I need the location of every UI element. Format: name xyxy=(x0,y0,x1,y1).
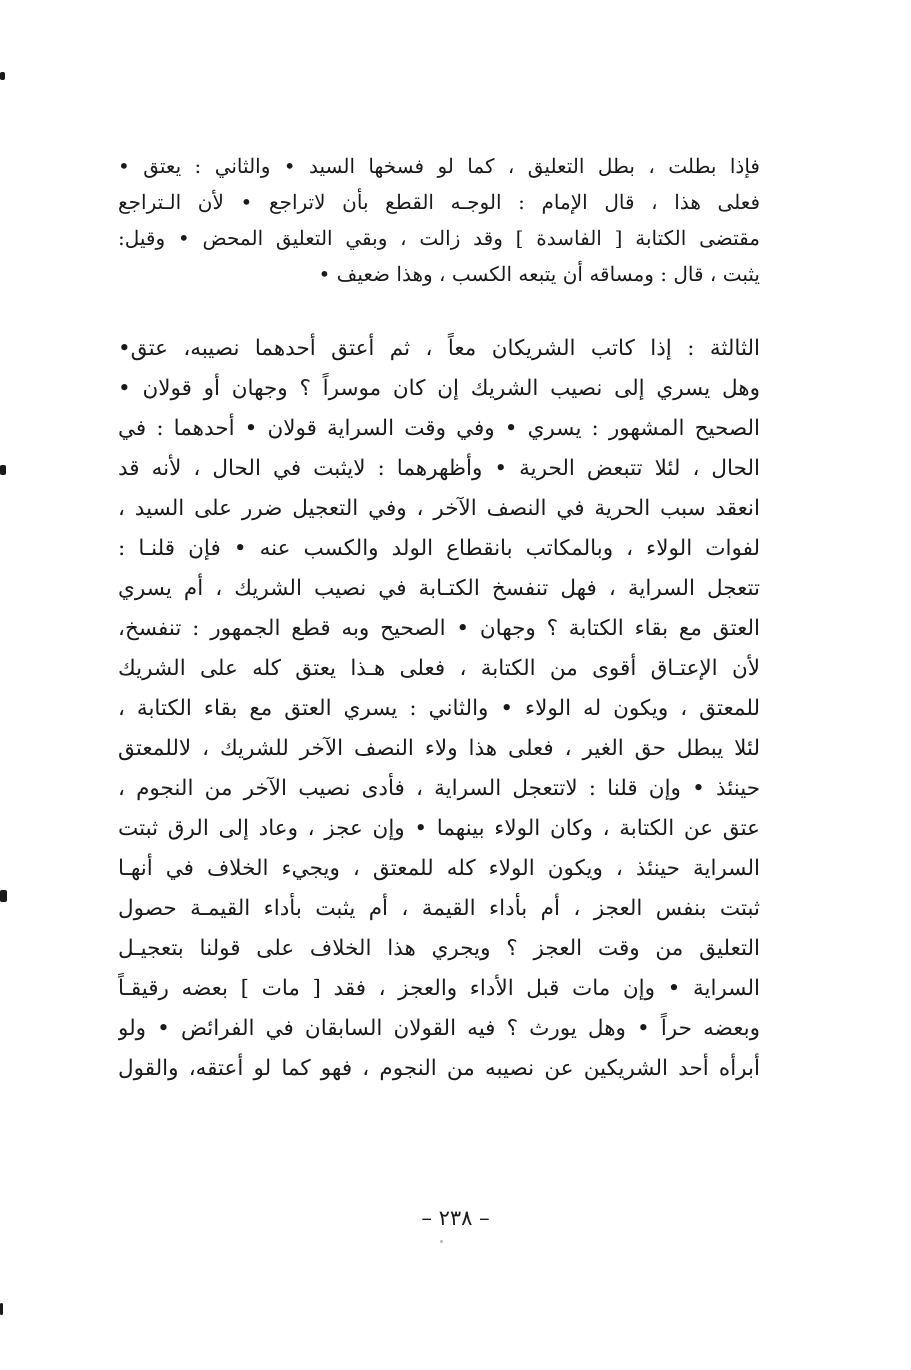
scan-edge-mark xyxy=(0,890,7,902)
text-line: السراية حينئذ ، ويكون الولاء كله للمعتق ، ويجيء الخلاف في أنهـا xyxy=(118,856,760,881)
text-line: التعليق من وقت العجز ؟ ويجري هذا الخلاف على قولنا بتعجيـل xyxy=(118,936,760,961)
paragraph-1 xyxy=(118,148,760,292)
text-line: فعلى هذا ، قال الإمام : الوجـه القطع بأن لاتراجع • لأن الـتراجع xyxy=(118,190,760,214)
text-line: الثالثة : إذا كاتب الشريكان معاً ، ثم أعتق أحدهما نصيبه، عتق• xyxy=(118,336,760,361)
scan-edge-mark xyxy=(0,72,5,80)
text-line: انعقد سبب الحرية في النصف الآخر ، وفي التعجيل ضرر على السيد ، xyxy=(118,496,760,521)
text-line: تتعجل السراية ، فهل تنفسخ الكتـابة في نصيب الشريك ، أم يسري xyxy=(118,576,760,601)
scan-edge-mark xyxy=(0,1303,3,1315)
text-line: حينئذ • وإن قلنا : لاتتعجل السراية ، فأدى نصيب الآخر من النجوم ، xyxy=(118,776,760,801)
text-line: الصحيح المشهور : يسري • وفي وقت السراية قولان • أحدهما : في xyxy=(118,416,760,441)
text-line: ثبتت بنفس العجز ، أم بأداء القيمة ، أم يثبت بأداء القيمـة حصول xyxy=(118,896,760,921)
text-line: وهل يسري إلى نصيب الشريك إن كان موسراً ؟ وجهان أو قولان • xyxy=(118,376,760,401)
text-line: وبعضه حراً • وهل يورث ؟ فيه القولان السابقان في الفرائض • ولو xyxy=(118,1016,760,1041)
text-line: العتق مع بقاء الكتابة ؟ وجهان • الصحيح وبه قطع الجمهور : تنفسخ، xyxy=(118,616,760,641)
text-line: لأن الإعتـاق أقوى من الكتابة ، فعلى هـذا يعتق كله على الشريك xyxy=(118,656,760,681)
text-line: الحال ، لئلا تتبعض الحرية • وأظهرهما : لايثبت في الحال ، لأنه قد xyxy=(118,456,760,481)
text-line: مقتضى الكتابة [ الفاسدة ] وقد زالت ، وبقي التعليق المحض • وقيل: xyxy=(118,226,760,250)
text-line: لفوات الولاء ، وبالمكاتب بانقطاع الولد والكسب عنه • فإن قلنـا : xyxy=(118,536,760,561)
text-line: عتق عن الكتابة ، وكان الولاء بينهما • وإن عجز ، وعاد إلى الرق ثبتت xyxy=(118,816,760,841)
scan-speck xyxy=(440,1240,443,1243)
text-line: السراية • وإن مات قبل الأداء والعجز ، فقد [ مات ] بعضه رقيقـاً xyxy=(118,976,760,1001)
text-line: أبرأه أحد الشريكين عن نصيبه من النجوم ، فهو كما لو أعتقه، والقول xyxy=(118,1056,760,1081)
page-number: – ٢٣٨ – xyxy=(421,1206,490,1230)
text-line: لئلا يبطل حق الغير ، فعلى هذا ولاء النصف الآخر للشريك ، لاللمعتق xyxy=(118,736,760,761)
text-line: للمعتق ، ويكون له الولاء • والثاني : يسري العتق مع بقاء الكتابة ، xyxy=(118,696,760,721)
scan-edge-mark xyxy=(0,465,6,475)
text-line: يثبت ، قال : ومساقه أن يتبعه الكسب ، وهذا ضعيف • xyxy=(318,262,760,286)
text-line: فإذا بطلت ، بطل التعليق ، كما لو فسخها السيد • والثاني : يعتق • xyxy=(118,154,760,178)
paragraph-2 xyxy=(118,329,760,1089)
